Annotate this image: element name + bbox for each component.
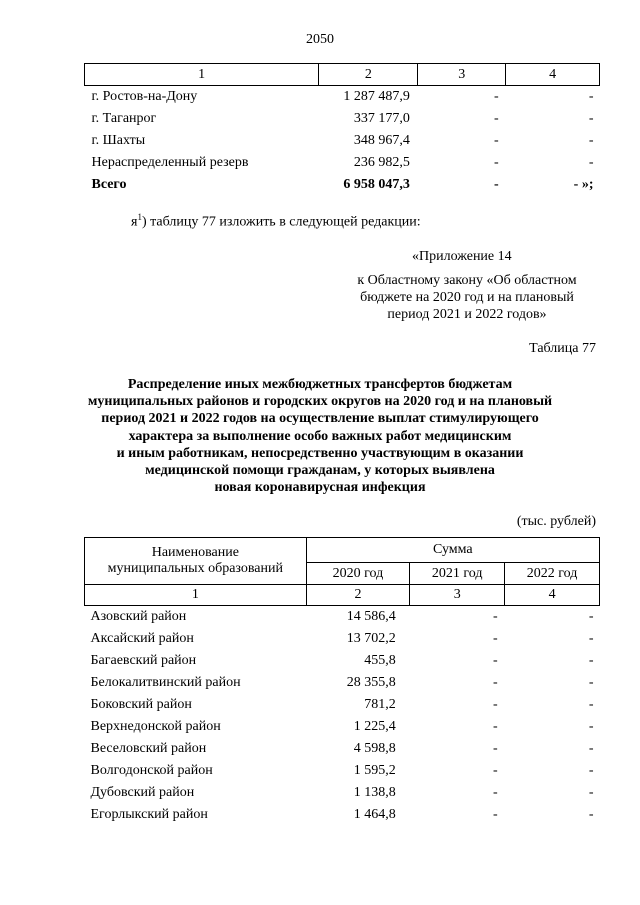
amount-cell: - xyxy=(588,133,594,148)
table-row xyxy=(85,804,600,826)
municipality-name: г. Ростов-на-Дону xyxy=(91,89,198,104)
appendix-line: к Областному закону «Об областном xyxy=(357,273,577,288)
amount-2020: 28 355,8 xyxy=(346,675,396,690)
table-row xyxy=(85,152,600,174)
title-line: характера за выполнение особо важных работ медицинским xyxy=(128,428,512,444)
amount-2021: - xyxy=(492,675,498,690)
amount-2021: - xyxy=(492,697,498,712)
table-row xyxy=(85,130,600,152)
amount-2021: - xyxy=(492,741,498,756)
municipality-name: Волгодонской район xyxy=(90,763,213,778)
municipality-name: Багаевский район xyxy=(90,653,197,668)
amount-2022: - xyxy=(588,807,594,822)
amount-cell: - xyxy=(493,89,499,104)
table-row xyxy=(85,606,600,629)
amount-2021: - xyxy=(492,807,498,822)
amount-2020: 1 138,8 xyxy=(353,785,396,800)
header-cell: 3 xyxy=(418,64,506,86)
amount-2021: - xyxy=(492,609,498,624)
continuation-table-header xyxy=(85,64,600,86)
municipality-name: Боковский район xyxy=(90,697,192,712)
total-amount: 6 958 047,3 xyxy=(343,177,410,192)
amendment-body: ) таблицу 77 изложить в следующей редакции: xyxy=(141,214,421,230)
municipality-name: Белокалитвинский район xyxy=(90,675,241,690)
amount-2022: - xyxy=(588,675,594,690)
page-number: 2050 xyxy=(306,32,334,47)
appendix-title: «Приложение 14 xyxy=(412,249,512,264)
amount-cell: 337 177,0 xyxy=(353,111,410,126)
title-line: медицинской помощи гражданам, у которых выявлена xyxy=(145,463,495,479)
amount-2020: 1 225,4 xyxy=(353,719,396,734)
amount-2020: 14 586,4 xyxy=(346,609,396,624)
amount-cell: - xyxy=(493,111,499,126)
appendix-reference xyxy=(336,272,598,323)
amount-2022: - xyxy=(588,719,594,734)
table-row xyxy=(85,694,600,716)
total-row xyxy=(85,174,600,196)
header-cell: 1 xyxy=(85,64,319,86)
header-cell: 2 xyxy=(319,64,418,86)
amendment-letter: я xyxy=(131,214,138,230)
amount-2022: - xyxy=(588,609,594,624)
municipality-name: Верхнедонской район xyxy=(90,719,221,734)
year-header: 2021 год xyxy=(410,563,505,585)
amount-2020: 4 598,8 xyxy=(353,741,396,756)
table-row xyxy=(85,86,600,109)
column-number: 1 xyxy=(85,585,307,606)
municipality-name: Нераспределенный резерв xyxy=(91,155,249,170)
name-column-header xyxy=(85,538,307,585)
amount-cell: 236 982,5 xyxy=(353,155,410,170)
amount-cell: - xyxy=(588,89,594,104)
table-row xyxy=(85,672,600,694)
amount-2022: - xyxy=(588,653,594,668)
municipality-name: г. Шахты xyxy=(91,133,146,148)
transfers-table xyxy=(84,537,600,826)
header-row xyxy=(85,538,600,563)
municipality-name: г. Таганрог xyxy=(91,111,157,126)
municipality-name: Егорлыкский район xyxy=(90,807,208,822)
amount-2020: 455,8 xyxy=(364,653,396,668)
name-header-line: Наименование xyxy=(151,545,239,560)
column-number: 2 xyxy=(306,585,410,606)
table-row xyxy=(85,738,600,760)
amount-2022: - xyxy=(588,697,594,712)
table-row xyxy=(85,650,600,672)
amendment-superscript: 1 xyxy=(137,212,142,222)
amount-2022: - xyxy=(588,631,594,646)
amendment-text xyxy=(131,212,421,231)
amount-2022: - xyxy=(588,741,594,756)
table-row xyxy=(85,108,600,130)
name-header-line: муниципальных образований xyxy=(107,561,283,576)
municipality-name: Аксайский район xyxy=(90,631,194,646)
title-line: период 2021 и 2022 годов на осуществление выплат стимулирующего xyxy=(101,411,539,427)
total-label: Всего xyxy=(91,177,127,192)
amount-2022: - xyxy=(588,763,594,778)
table-row xyxy=(85,628,600,650)
table-row xyxy=(85,716,600,738)
municipality-name: Веселовский район xyxy=(90,741,207,756)
amount-cell: 1 287 487,9 xyxy=(343,89,410,104)
total-amount: - xyxy=(493,177,499,192)
header-cell: 4 xyxy=(506,64,600,86)
amount-2020: 13 702,2 xyxy=(346,631,396,646)
sum-header: Сумма xyxy=(306,538,599,563)
amount-cell: - xyxy=(588,111,594,126)
amount-2021: - xyxy=(492,763,498,778)
column-number: 3 xyxy=(410,585,505,606)
amount-2020: 1 595,2 xyxy=(353,763,396,778)
amount-2020: 781,2 xyxy=(364,697,396,712)
year-header: 2020 год xyxy=(306,563,410,585)
column-numbers-row xyxy=(85,585,600,606)
table-title xyxy=(60,376,580,496)
amount-2021: - xyxy=(492,631,498,646)
appendix-line: период 2021 и 2022 годов» xyxy=(387,307,547,322)
column-number: 4 xyxy=(505,585,600,606)
amount-cell: - xyxy=(493,133,499,148)
appendix-line: бюджете на 2020 год и на плановый xyxy=(360,290,574,305)
year-header: 2022 год xyxy=(505,563,600,585)
amount-2020: 1 464,8 xyxy=(353,807,396,822)
continuation-table xyxy=(84,63,600,196)
table-label: Таблица 77 xyxy=(529,341,596,356)
units-label: (тыс. рублей) xyxy=(516,514,596,529)
table-row xyxy=(85,782,600,804)
amount-cell: - xyxy=(588,155,594,170)
total-amount: - »; xyxy=(573,177,594,192)
amount-2021: - xyxy=(492,785,498,800)
municipality-name: Азовский район xyxy=(90,609,187,624)
title-line: новая коронавирусная инфекция xyxy=(214,480,426,496)
municipality-name: Дубовский район xyxy=(90,785,195,800)
table-row xyxy=(85,760,600,782)
title-line: муниципальных районов и городских округов на 2020 год и на плановый xyxy=(87,394,553,410)
amount-2022: - xyxy=(588,785,594,800)
amount-cell: - xyxy=(493,155,499,170)
title-line: и иным работникам, непосредственно участвующим в оказании xyxy=(116,445,524,461)
amount-2021: - xyxy=(492,719,498,734)
amount-cell: 348 967,4 xyxy=(353,133,410,148)
amount-2021: - xyxy=(492,653,498,668)
title-line: Распределение иных межбюджетных трансфертов бюджетам xyxy=(127,377,513,392)
